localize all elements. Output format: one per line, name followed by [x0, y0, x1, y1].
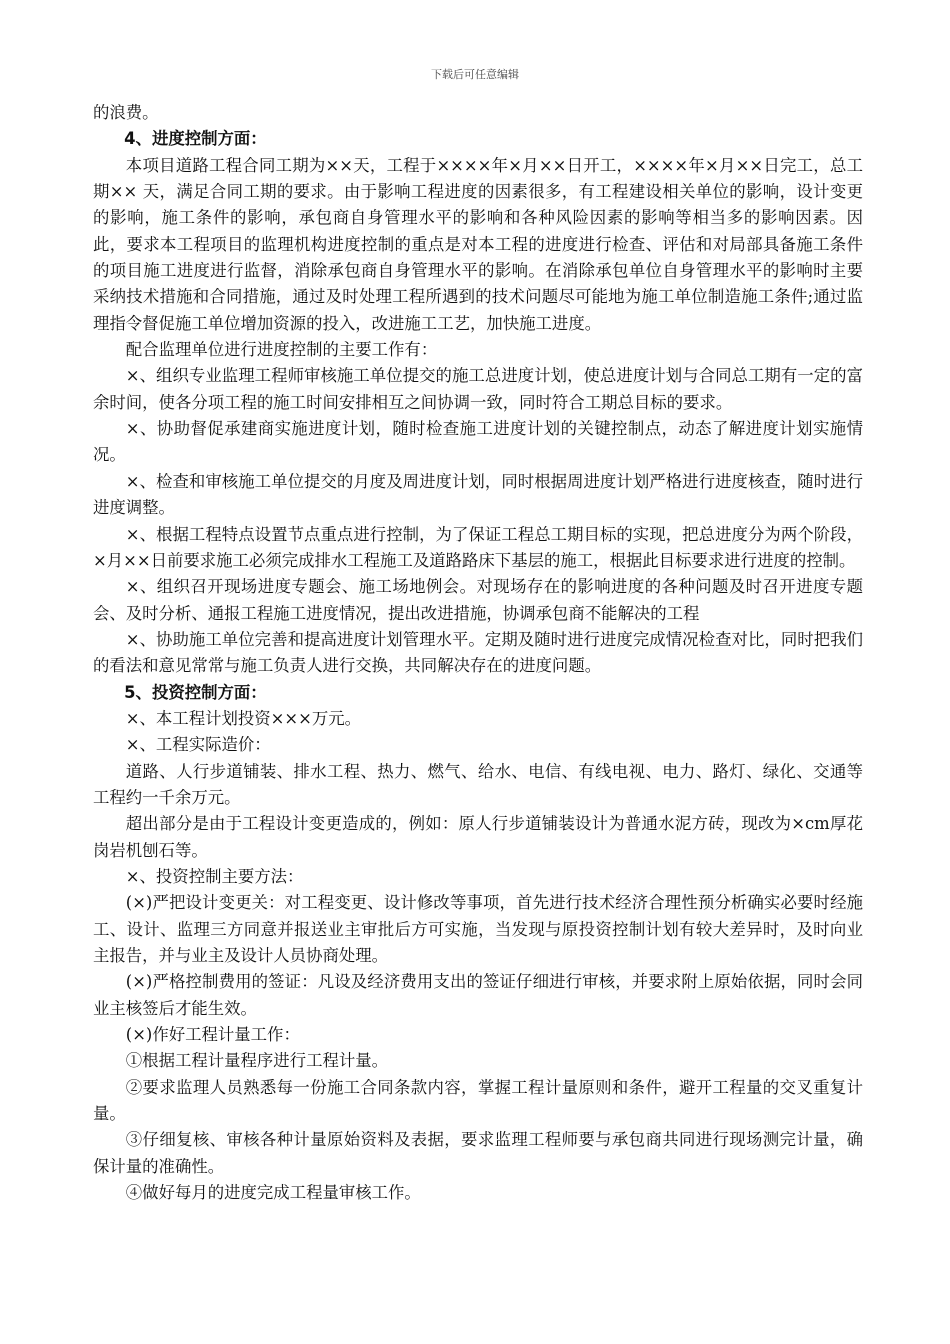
paragraph: 超出部分是由于工程设计变更造成的，例如：原人行步道铺装设计为普通水泥方砖，现改为×cm厚花岗岩机刨石等。 — [93, 814, 863, 860]
numbered-item: ③仔细复核、审核各种计量原始资料及表据，要求监理工程师要与承包商共同进行现场测完计量，确保计量的准确性。 — [93, 1130, 863, 1176]
list-item: ×、组织召开现场进度专题会、施工场地例会。对现场存在的影响进度的各种问题及时召开进度专题会、及时分析、通报工程施工进度情况，提出改进措施，协调承包商不能解决的工程 — [93, 577, 863, 623]
list-item: ×、检查和审核施工单位提交的月度及周进度计划，同时根据周进度计划严格进行进度核查，随时进行进度调整。 — [93, 471, 863, 518]
paragraph: 的浪费。 — [93, 103, 159, 122]
sub-item: (×)严格控制费用的签证：凡设及经济费用支出的签证仔细进行审核，并要求附上原始依据，同时会同业主核签后才能生效。 — [93, 972, 863, 1018]
paragraph: 本项目道路工程合同工期为××天，工程于××××年×月××日开工，××××年×月××日完工，总工期×× 天，满足合同工期的要求。由于影响工程进度的因素很多，有工程建设相关单位的影响，设计变更的影响，施工条件的影响，承包商自身管理水平的影响和各种风险因素的影响等相当多的影响因素。因此，要求本工程项目的监理机构进度控制的重点是对本工程的进度进行检查、评估和对局部具备施工条件的项目施工进度进行监督，消除承包商自身管理水平的影响。在消除承包单位自身管理水平的影响时主要采纳技术措施和合同措施，通过及时处理工程所遇到的技术问题尽可能地为施工单位制造施工条件;通过监理指令督促施工单位增加资源的投入，改进施工工艺，加快施工进度。 — [93, 155, 863, 333]
list-item: ×、工程实际造价： — [125, 735, 271, 755]
document-body — [93, 100, 863, 1206]
paragraph: 道路、人行步道铺装、排水工程、热力、燃气、给水、电信、有线电视、电力、路灯、绿化、交通等工程约一千余万元。 — [93, 761, 863, 807]
list-item: ×、投资控制主要方法： — [125, 866, 304, 886]
numbered-item: ④做好每月的进度完成工程量审核工作。 — [125, 1183, 421, 1203]
section-heading: 4、进度控制方面： — [124, 129, 267, 149]
page-header: 下载后可任意编辑 — [431, 68, 519, 81]
list-item: ×、本工程计划投资×××万元。 — [125, 708, 362, 728]
list-item: ×、协助督促承建商实施进度计划，随时检查施工进度计划的关键控制点，动态了解进度计划实施情况。 — [93, 419, 863, 465]
numbered-item: ①根据工程计量程序进行工程计量。 — [125, 1051, 389, 1071]
section-heading: 5、投资控制方面： — [124, 682, 267, 702]
paragraph: 配合监理单位进行进度控制的主要工作有： — [125, 340, 438, 360]
list-item: ×、组织专业监理工程师审核施工单位提交的施工总进度计划，使总进度计划与合同总工期有一定的富余时间，使各分项工程的施工时间安排相互之间协调一致，同时符合工期总目标的要求。 — [93, 366, 863, 412]
list-item: ×、根据工程特点设置节点重点进行控制，为了保证工程总工期目标的实现，把总进度分为两个阶段，×月××日前要求施工必须完成排水工程施工及道路路床下基层的施工，根据此目标要求进行进度的控制。 — [93, 524, 863, 570]
list-item: ×、协助施工单位完善和提高进度计划管理水平。定期及随时进行进度完成情况检查对比，同时把我们的看法和意见常常与施工负责人进行交换，共同解决存在的进度问题。 — [93, 629, 863, 676]
sub-item: (×)严把设计变更关：对工程变更、设计修改等事项，首先进行技术经济合理性预分析确实必要时经施工、设计、监理三方同意并报送业主审批后方可实施，当发现与原投资控制计划有较大差异时，及时向业主报告，并与业主及设计人员协商处理。 — [93, 893, 863, 965]
sub-item: (×)作好工程计量工作： — [125, 1025, 300, 1045]
numbered-item: ②要求监理人员熟悉每一份施工合同条款内容，掌握工程计量原则和条件，避开工程量的交叉重复计量。 — [93, 1077, 863, 1124]
